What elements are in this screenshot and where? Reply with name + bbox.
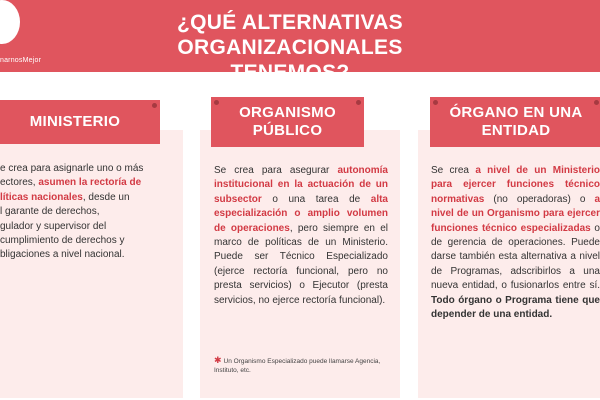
organismo-text — [214, 164, 388, 308]
ministerio-highlight: líticas nacionales — [0, 191, 83, 203]
organismo-text-span: , pero siempre en el marco de políticas de un Ministerio. Puede ser Técnico Especializado (ejerce rectoría funcional, pero no presta servicios) o Ejecutor (presta servicios, no ejerce rectoría funcional). — [214, 222, 388, 306]
organo-highlight: a nivel de un Organismo para ejercer funciones técnico especializadas — [431, 193, 600, 234]
organismo-text-span: Se crea para asegurar — [214, 165, 338, 176]
page-title — [120, 10, 460, 85]
rivet-icon — [152, 103, 157, 108]
logo-icon — [0, 0, 20, 44]
organismo-title-line: PÚBLICO — [252, 122, 323, 139]
ministerio-line — [0, 176, 165, 190]
organismo-highlight: autonomía institucional en la actuación de un subsector — [214, 165, 388, 205]
ministerio-text-span: , desde un — [82, 191, 130, 203]
header-banner — [0, 0, 600, 84]
title-line-2: ORGANIZACIONALES TENEMOS? — [177, 36, 403, 84]
rivet-icon — [594, 100, 599, 105]
ministerio-text — [0, 162, 165, 263]
organismo-highlight: alta especialización o amplio volumen de operaciones — [214, 193, 388, 234]
title-line-1: ¿QUÉ ALTERNATIVAS — [177, 11, 403, 34]
organo-text-span: Se crea — [431, 165, 476, 176]
ministerio-highlight: asumen la rectoría de — [38, 177, 142, 189]
footnote-text: Un Organismo Especializado puede llamarse Agencia, Instituto, etc. — [214, 358, 381, 374]
organo-text-span: o de gerencia de operaciones. Puede darse también esta alternativa a nivel de Programas, adscribirlos a una nueva entidad, o fusionarlos entre sí. — [431, 222, 600, 292]
ministerio-line — [0, 191, 165, 205]
organo-title-line: ÓRGANO EN UNA — [449, 104, 583, 121]
logo-text: narnosMejor — [0, 57, 42, 64]
ministerio-line: e crea para asignarle uno o más — [0, 163, 144, 174]
organismo-text-span: o una tarea de — [261, 193, 371, 205]
organo-text — [431, 164, 600, 322]
ministerio-banner — [0, 100, 160, 144]
asterisk-icon: ✱ — [214, 355, 222, 365]
organismo-footnote — [214, 356, 394, 375]
organo-highlight: a nivel de un Ministerio para ejercer funciones técnico normativas — [431, 165, 600, 205]
rivet-icon — [433, 100, 438, 105]
organo-title-line: ENTIDAD — [481, 122, 551, 139]
ministerio-line: bligaciones a nivel nacional. — [0, 249, 125, 261]
organismo-title — [239, 104, 336, 140]
organo-bold-text: Todo órgano o Programa tiene que depender de una entidad. — [431, 294, 600, 321]
ministerio-line: cumplimiento de derechos y — [0, 235, 125, 247]
ministerio-text-span: ectores, — [0, 177, 39, 189]
organo-text-span: (no operadoras) o — [484, 193, 595, 205]
ministerio-title: MINISTERIO — [29, 113, 121, 130]
organismo-title-line: ORGANISMO — [239, 104, 336, 121]
organo-title — [449, 104, 582, 140]
rivet-icon — [214, 100, 219, 105]
rivet-icon — [356, 100, 361, 105]
organo-banner — [430, 97, 600, 147]
ministerio-line: gulador y supervisor del — [0, 220, 107, 232]
ministerio-line: l garante de derechos, — [0, 206, 100, 218]
organismo-banner — [211, 97, 364, 147]
